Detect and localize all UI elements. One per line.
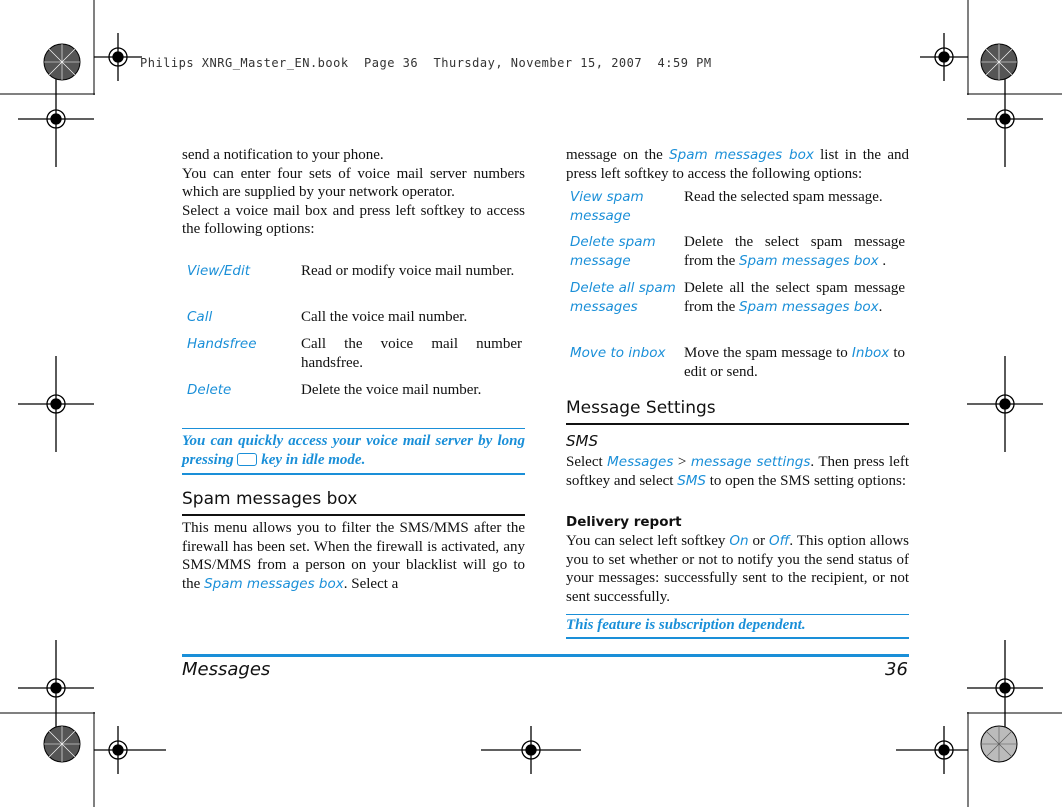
spam-text-a: This menu allows you to filter the SMS/MMS after the firewall has been set. When the firewall is activated, any SMS/MMS from a person on your blacklist will go to the <box>182 520 525 592</box>
option-desc <box>684 233 905 270</box>
intro-spam-link: Spam messages box <box>669 147 814 163</box>
option-name: View spam message <box>570 189 644 224</box>
option-desc: Delete the voice mail number. <box>301 382 482 398</box>
intro-text-a: message on the <box>566 147 663 163</box>
option-desc: Call the voice mail number handsfree. <box>301 336 522 371</box>
option-name: Delete <box>187 382 232 398</box>
note-text-a: You can quickly access your voice mail server by long pressing <box>182 433 525 468</box>
desc-a: Delete the select spam message from the <box>684 234 905 269</box>
option-name: Delete spam message <box>570 234 656 269</box>
option-desc: Read the selected spam message. <box>684 189 883 205</box>
on-option: On <box>729 533 749 549</box>
option-desc <box>684 344 905 381</box>
note-rule-top <box>182 428 525 429</box>
left-paragraph-2: You can enter four sets of voice mail server numbers which are supplied by your network operator. <box>182 165 525 200</box>
spam-box-link: Spam messages box <box>738 298 879 315</box>
desc-b: . <box>878 298 883 315</box>
book-header: Philips XNRG_Master_EN.book Page 36 Thursday, November 15, 2007 4:59 PM <box>140 56 712 70</box>
footer-section-title: Messages <box>182 659 271 680</box>
voicemail-tip-note <box>182 432 525 469</box>
delivery-report-heading: Delivery report <box>566 514 682 530</box>
spam-paragraph <box>182 519 525 593</box>
desc-a: Move the spam message to <box>684 345 848 361</box>
option-desc: Call the voice mail number. <box>301 309 468 325</box>
intro-text-b: list in the and press left softkey to access the following options: <box>566 147 910 182</box>
subscription-note: This feature is subscription dependent. <box>566 617 806 633</box>
message-settings-link: message settings <box>690 454 811 470</box>
sms-text-d: to open the SMS setting options: <box>709 472 907 489</box>
note-text-b: key in idle mode. <box>261 451 366 468</box>
delivery-text-b: . This option allows you to set whether or not to notify you the send status of your messages: successfully sent to the recipient, or not sent successfully. <box>566 533 909 605</box>
left-paragraph-1: send a notification to your phone. <box>182 147 384 163</box>
spam-box-link: Spam messages box <box>204 575 344 592</box>
subscription-note-rule-bottom <box>566 637 909 639</box>
note-rule-bottom <box>182 473 525 475</box>
footer-rule <box>182 654 909 657</box>
desc-b: to edit or send. <box>684 345 906 380</box>
desc-a: Delete all the select spam message from the <box>684 280 905 315</box>
off-option: Off <box>769 533 790 549</box>
option-desc <box>684 279 905 316</box>
option-desc: Read or modify voice mail number. <box>301 263 515 279</box>
spam-box-link: Spam messages box <box>738 252 879 269</box>
sms-paragraph <box>566 453 909 490</box>
spam-text-b: . Select a <box>343 575 399 592</box>
delivery-or: or <box>752 533 766 549</box>
left-column <box>182 146 525 239</box>
sms-link: SMS <box>677 472 707 489</box>
subscription-note-rule-top <box>566 614 909 615</box>
spam-section-heading: Spam messages box <box>182 489 358 509</box>
option-name: Move to inbox <box>570 345 666 361</box>
left-paragraph-3: Select a voice mail box and press left softkey to access the following options: <box>182 202 525 237</box>
option-name: Call <box>187 309 213 325</box>
right-intro <box>566 146 909 183</box>
delivery-paragraph <box>566 532 909 606</box>
key-1-icon <box>237 453 257 466</box>
desc-b: . <box>878 252 887 269</box>
page-number: 36 <box>885 659 908 680</box>
spam-heading-rule <box>182 514 525 516</box>
option-name: View/Edit <box>187 263 251 279</box>
sms-subheading: SMS <box>566 432 598 450</box>
messages-link: Messages <box>607 454 674 470</box>
sms-text-a: Select <box>566 454 603 470</box>
settings-section-heading: Message Settings <box>566 398 716 418</box>
sms-text-c: . Then press left softkey and select <box>566 454 909 489</box>
option-name: Handsfree <box>187 336 257 352</box>
delivery-text-a: You can select left softkey <box>566 533 726 549</box>
sms-text-b: > <box>677 454 687 470</box>
option-name: Delete all spam messages <box>570 280 676 315</box>
inbox-link: Inbox <box>851 345 890 361</box>
settings-heading-rule <box>566 423 909 425</box>
